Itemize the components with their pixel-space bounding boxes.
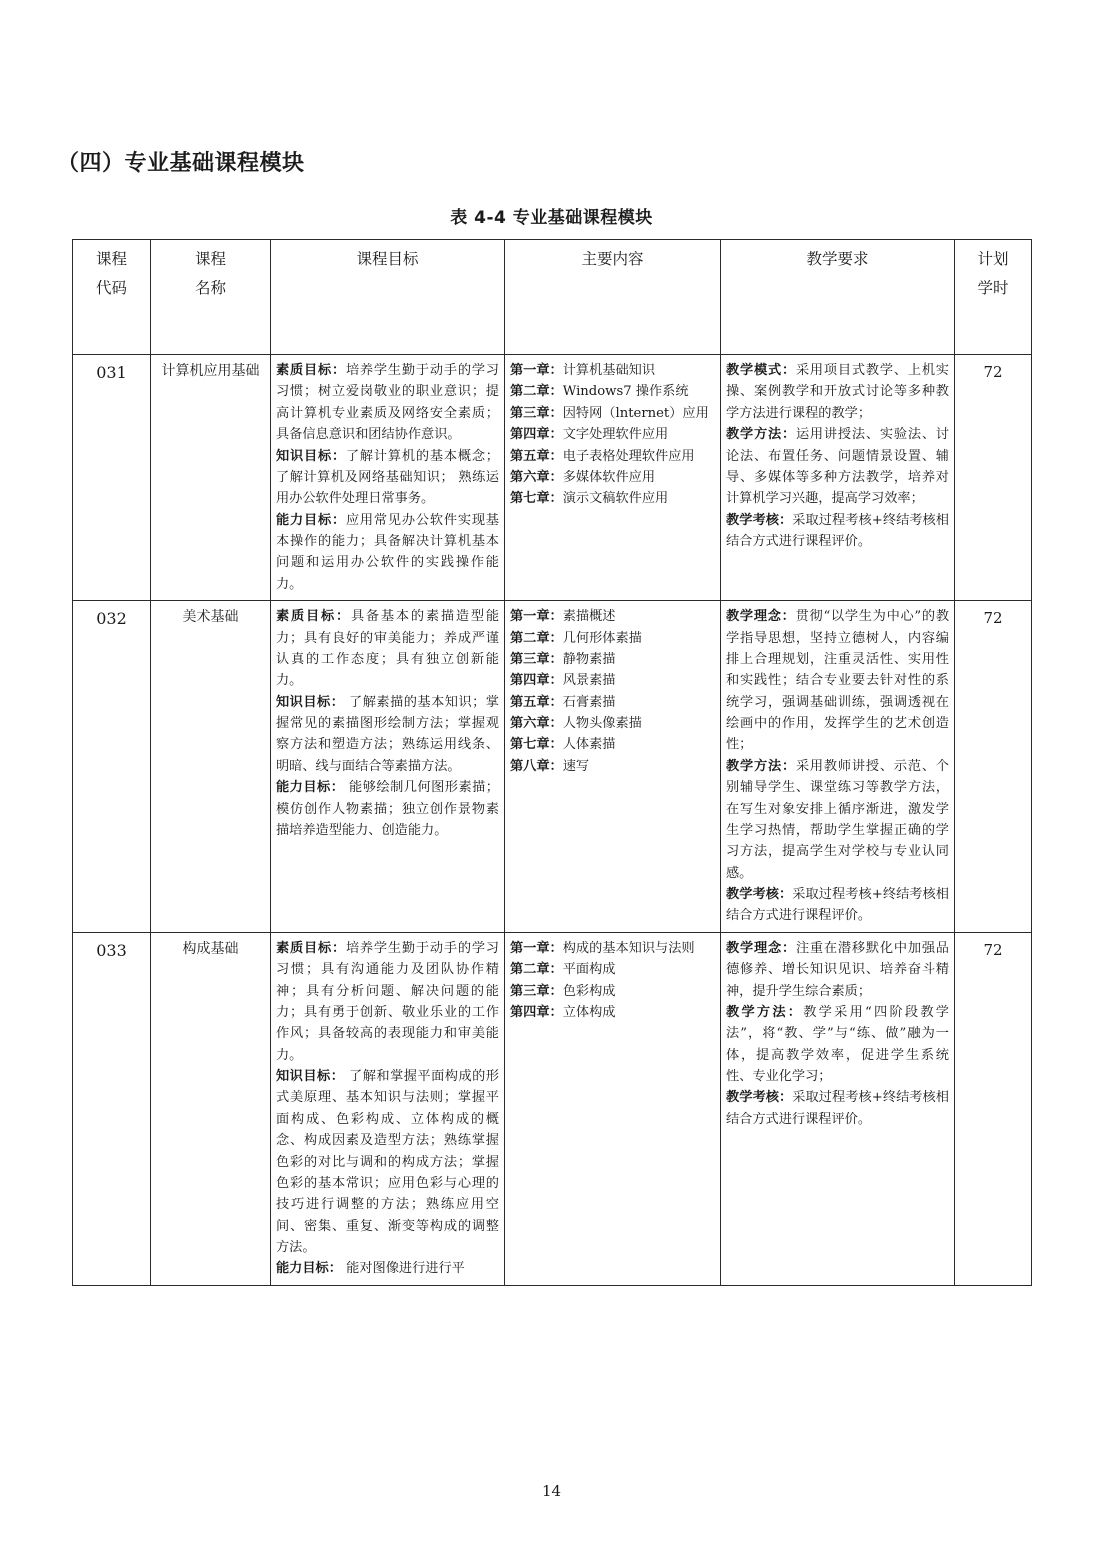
table-row [73,355,1032,601]
chapter-text: 因特网（lnternet）应用 [562,405,709,421]
chapter-label: 第四章： [510,673,563,689]
goal-item [276,606,499,692]
cell-main-content [505,932,721,1285]
cell-teaching-requirement [721,932,955,1285]
chapter-label: 第四章： [510,427,563,443]
requirement-item [726,884,949,927]
goal-item [276,692,499,778]
chapter-line [510,381,715,402]
chapter-line [510,488,715,509]
chapter-label: 第七章： [510,491,563,507]
goal-label: 能力目标： [276,512,346,528]
header-course-name [151,240,271,355]
cell-main-content [505,355,721,601]
chapter-line [510,628,715,649]
cell-planned-hours: 72 [955,355,1032,601]
section-heading: （四）专业基础课程模块 [57,151,305,176]
goal-text: 培养学生勤于动手的学习习惯；树立爱岗敬业的职业意识；提高计算机专业素质及网络安全素质；具备信息意识和团结协作意识。 [276,363,499,443]
chapter-line [510,606,715,627]
chapter-text: 几何形体素描 [562,630,642,646]
requirement-item [726,606,949,756]
goal-text: 了解和掌握平面构成的形式美原理、基本知识与法则；掌握平面构成、色彩构成、立体构成的概念、构成因素及造型方法；熟练掌握色彩的对比与调和的构成方法；掌握色彩的基本常识；应用色彩与心理的技巧进行调整的方法；熟练应用空间、密集、重复、渐变等构成的调整方法。 [276,1069,499,1255]
goal-label: 能力目标： [276,1261,342,1277]
goal-label: 素质目标： [276,363,346,378]
chapter-text: 电子表格处理软件应用 [562,448,695,464]
header-course-name-line1: 课程 [194,250,226,268]
header-course-code-line2: 代码 [95,278,127,297]
table-row [73,932,1032,1285]
chapter-text: 人物头像素描 [562,716,642,731]
chapter-label: 第八章： [510,758,563,774]
chapter-text: 演示文稿软件应用 [562,491,669,507]
chapter-text: 风景素描 [562,673,616,689]
requirement-label: 教学模式： [726,363,796,378]
goal-label: 素质目标： [276,609,351,625]
requirement-label: 教学方法： [726,1004,804,1020]
chapter-line [510,670,715,691]
cell-course-name: 计算机应用基础 [151,355,271,601]
requirement-item [726,1002,949,1088]
chapter-text: 计算机基础知识 [562,363,656,378]
table-header [73,240,1032,355]
cell-course-name: 美术基础 [151,601,271,933]
chapter-text: 色彩构成 [562,983,616,999]
cell-planned-hours: 72 [955,601,1032,933]
goal-item [276,938,499,1066]
cell-course-code: 033 [73,932,151,1285]
requirement-label: 教学考核： [726,512,793,528]
cell-course-code: 032 [73,601,151,933]
requirement-item [726,756,949,884]
header-course-code [73,240,151,355]
chapter-text: 构成的基本知识与法则 [562,940,695,956]
requirement-label: 教学方法： [726,758,796,774]
cell-teaching-requirement [721,601,955,933]
requirement-label: 教学考核： [726,1090,793,1106]
chapter-label: 第二章： [510,630,563,646]
chapter-label: 第六章： [510,716,563,731]
chapter-label: 第二章： [510,962,563,978]
cell-course-goal [271,601,505,933]
goal-label: 知识目标： [276,694,345,710]
goal-item [276,360,499,446]
chapter-label: 第五章： [510,448,563,464]
header-planned-hours [955,240,1032,355]
goal-item [276,777,499,841]
chapter-label: 第七章： [510,737,563,753]
goal-text: 应用常见办公软件实现基本操作的能力；具备解决计算机基本问题和运用办公软件的实践操作能力。 [276,512,499,592]
goal-text: 培养学生勤于动手的学习习惯；具有沟通能力及团队协作精神；具有分析问题、解决问题的能力；具有勇于创新、敬业乐业的工作作风；具备较高的表现能力和审美能力。 [276,940,499,1063]
cell-course-goal [271,932,505,1285]
cell-course-code: 031 [73,355,151,601]
requirement-label: 教学方法： [726,427,796,443]
cell-teaching-requirement [721,355,955,601]
goal-label: 知识目标： [276,1069,345,1084]
requirement-text: 采用项目式教学、上机实操、案例教学和开放式讨论等多种教学方法进行课程的教学； [726,363,949,421]
requirement-text: 注重在潜移默化中加强品德修养、增长知识见识、培养奋斗精神，提升学生综合素质； [726,940,949,999]
table-header-row [73,240,1032,355]
chapter-line [510,734,715,755]
requirement-label: 教学考核： [726,887,793,902]
chapter-label: 第三章： [510,405,563,421]
chapter-label: 第六章： [510,469,563,485]
chapter-text: 素描概述 [562,609,616,625]
chapter-line [510,981,715,1002]
chapter-text: Windows7 操作系统 [562,384,689,400]
table-body [73,355,1032,1286]
header-main-content: 主要内容 [505,240,721,355]
chapter-text: 速写 [562,758,590,774]
table-caption: 表 4-4 专业基础课程模块 [450,208,653,228]
goal-text: 能对图像进行进行平 [341,1261,465,1277]
cell-main-content [505,601,721,933]
chapter-text: 石膏素描 [562,694,616,710]
course-module-table [72,239,1032,1286]
goal-label: 能力目标： [276,780,345,796]
chapter-line [510,756,715,777]
chapter-label: 第二章： [510,384,563,400]
requirement-item [726,510,949,553]
requirement-text: 运用讲授法、实验法、讨论法、布置任务、问题情景设置、辅导、多媒体等多种方法教学，培养对计算机学习兴趣，提高学习效率； [726,427,949,507]
chapter-label: 第一章： [510,940,563,956]
chapter-text: 静物素描 [562,651,616,667]
chapter-line [510,959,715,980]
page-number: 14 [541,1482,562,1500]
cell-planned-hours: 72 [955,932,1032,1285]
goal-label: 素质目标： [276,940,346,956]
chapter-label: 第一章： [510,609,563,625]
goal-text: 了解计算机的基本概念；了解计算机及网络基础知识； 熟练运用办公软件处理日常事务。 [276,448,499,507]
requirement-text: 采取过程考核+终结考核相结合方式进行课程评价。 [726,512,949,549]
chapter-text: 立体构成 [562,1004,616,1020]
requirement-item [726,424,949,510]
requirement-text: 贯彻“以学生为中心”的教学指导思想，坚持立德树人，内容编排上合理规划，注重灵活性、实用性和实践性；结合专业要去针对性的系统学习，强调基础训练，强调透视在绘画中的作用，发挥学生的艺术创造性； [726,609,950,753]
chapter-label: 第五章： [510,694,563,710]
requirement-text: 教学采用“四阶段教学法”，将“教、学”与“练、做”融为一体，提高教学效率，促进学生系统性、专业化学习； [726,1004,949,1084]
goal-text: 能够绘制几何图形素描；模仿创作人物素描；独立创作景物素描培养造型能力、创造能力。 [276,780,499,838]
chapter-text: 文字处理软件应用 [562,427,669,443]
requirement-text: 采取过程考核+终结考核相结合方式进行课程评价。 [726,887,949,924]
chapter-text: 平面构成 [562,962,616,978]
chapter-label: 第三章： [510,983,563,999]
requirement-item [726,1087,949,1130]
header-planned-hours-line1: 计划 [977,250,1009,268]
chapter-line [510,424,715,445]
goal-label: 知识目标： [276,448,346,464]
chapter-line [510,1002,715,1023]
header-course-code-line1: 课程 [95,250,127,268]
requirement-label: 教学理念： [726,940,796,956]
requirement-item [726,938,949,1002]
header-course-name-line2: 名称 [194,278,226,297]
cell-course-goal [271,355,505,601]
chapter-text: 人体素描 [562,737,616,753]
cell-course-name: 构成基础 [151,932,271,1285]
header-planned-hours-line2: 学时 [977,278,1009,297]
chapter-line [510,713,715,734]
table-row [73,601,1032,933]
chapter-text: 多媒体软件应用 [562,469,656,485]
requirement-label: 教学理念： [726,609,796,625]
header-course-goal: 课程目标 [271,240,505,355]
chapter-line [510,649,715,670]
goal-item [276,1258,499,1279]
goal-item [276,1066,499,1258]
chapter-line [510,446,715,467]
chapter-line [510,692,715,713]
requirement-text: 采用教师讲授、示范、个别辅导学生、课堂练习等教学方法，在写生对象安排上循序渐进，激发学生学习热情，帮助学生掌握正确的学习方法，提高学生对学校与专业认同感。 [726,758,949,881]
chapter-line [510,938,715,959]
chapter-line [510,360,715,381]
chapter-line [510,467,715,488]
goal-item [276,446,499,510]
requirement-item [726,360,949,424]
chapter-line [510,403,715,424]
header-teaching-requirement: 教学要求 [721,240,955,355]
goal-text: 具备基本的素描造型能力；具有良好的审美能力；养成严谨认真的工作态度；具有独立创新能力。 [276,609,500,689]
chapter-label: 第一章： [510,363,563,378]
goal-text: 了解素描的基本知识；掌握常见的素描图形绘制方法；掌握观察方法和塑造方法；熟练运用线条、明暗、线与面结合等素描方法。 [276,694,499,774]
requirement-text: 采取过程考核+终结考核相结合方式进行课程评价。 [726,1090,949,1127]
chapter-label: 第四章： [510,1004,563,1020]
chapter-label: 第三章： [510,651,563,667]
